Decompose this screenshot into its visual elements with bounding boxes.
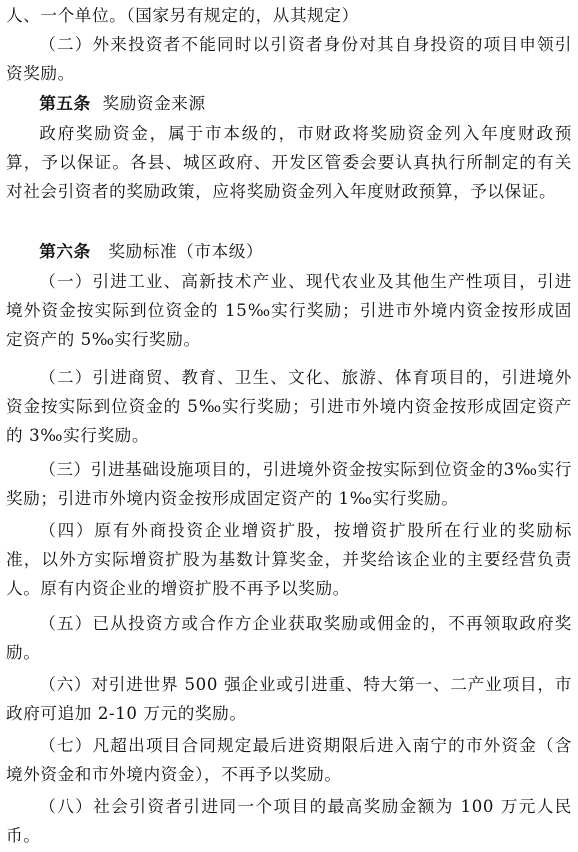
paragraph-clause-2: （二）外来投资者不能同时以引资者身份对其自身投资的项目申领引资奖励。 bbox=[6, 35, 572, 83]
article-6-number: 第六条 bbox=[39, 242, 91, 261]
paragraph-standard-4: （四）原有外商投资企业增资扩股，按增资扩股所在行业的奖励标准，以外方实际增资扩股为基数计算奖金，并奖给该企业的主要经营负责人。原有内资企业的增资扩股不再予以奖励。 bbox=[6, 521, 572, 598]
paragraph-standard-8: （八）社会引资者引进同一个项目的最高奖励金额为 100 万元人民币。 bbox=[6, 797, 572, 845]
paragraph-continuation: 人、一个单位。（国家另有规定的，从其规定） bbox=[6, 6, 359, 25]
paragraph-standard-6: （六）对引进世界 500 强企业或引进重、特大第一、二产业项目，市政府可追加 2-10 万元的奖励。 bbox=[6, 675, 572, 723]
paragraph-standard-2: （二）引进商贸、教育、卫生、文化、旅游、体育项目的，引进境外资金按实际到位资金的 5‰实行奖励；引进市外境内资金按形成固定资产的 3‰实行奖励。 bbox=[6, 368, 572, 445]
paragraph-standard-3: （三）引进基础设施项目的，引进境外资金按实际到位资金的3‰实行奖励；引进市外境内资金按形成固定资产的 1‰实行奖励。 bbox=[6, 460, 572, 508]
paragraph-standard-5: （五）已从投资方或合作方企业获取奖励或佣金的，不再领取政府奖励。 bbox=[6, 614, 572, 662]
article-6-heading bbox=[6, 237, 572, 266]
article-5-number: 第五条 bbox=[39, 94, 91, 113]
article-6-title: 奖励标准（市本级） bbox=[108, 242, 264, 261]
paragraph-standard-7: （七）凡超出项目合同规定最后进资期限后进入南宁的市外资金（含境外资金和市外境内资金），不再予以奖励。 bbox=[6, 736, 572, 784]
article-5-heading bbox=[6, 89, 572, 118]
paragraph-fund-source: 政府奖励资金，属于市本级的，市财政将奖励资金列入年度财政预算，予以保证。各县、城区政府、开发区管委会要认真执行所制定的有关对社会引资者的奖励政策，应将奖励资金列入年度财政预算，予以保证。 bbox=[6, 124, 572, 201]
article-5-title: 奖励资金来源 bbox=[102, 94, 206, 113]
paragraph-standard-1: （一）引进工业、高新技术产业、现代农业及其他生产性项目，引进境外资金按实际到位资金的 15‰实行奖励；引进市外境内资金按形成固定资产的 5‰实行奖励。 bbox=[6, 272, 572, 349]
